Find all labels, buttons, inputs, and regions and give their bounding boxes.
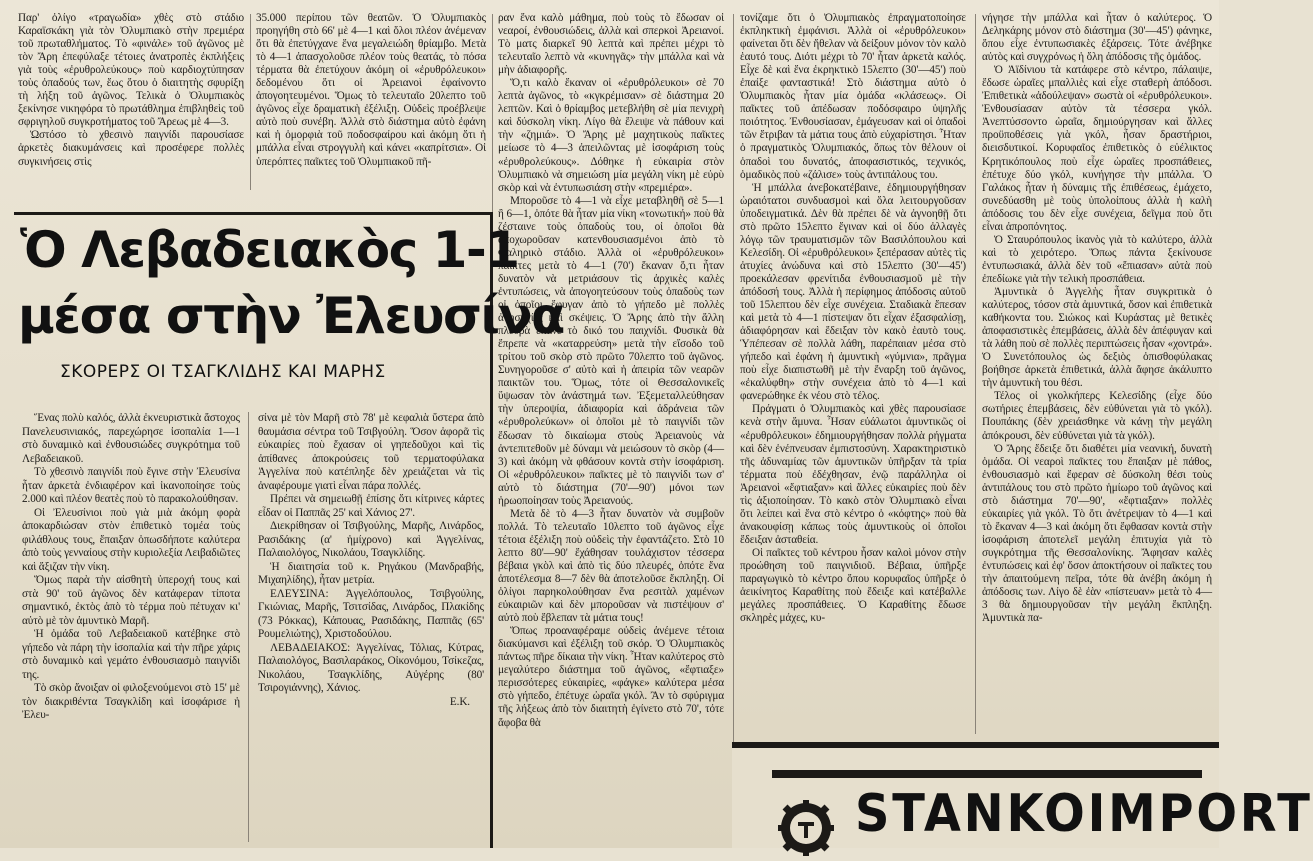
headline-line-1: Ὁ Λεβαδειακὸς 1-1	[20, 221, 519, 279]
lebadeiakos-column-right	[258, 412, 484, 842]
article-column-3	[498, 12, 724, 844]
gear-logo-icon	[778, 800, 834, 856]
paragraph: τονίζαμε ὅτι ὁ Ὀλυμπιακὸς ἐπραγματοποίησε ἐκπληκτικὴ ἐμφάνισι. Ἀλλὰ οἱ «ἐρυθρόλευκοι» φαίνεται ὅτι δὲν ἤθελαν νὰ δείξουν μόνον τὸν καλὸ ἑαυτό τους. Διότι μέχρι τὸ 70' ἦταν ἀρκετὰ καλός. Εἶχε δὲ καὶ ἕνα ἐκρηκτικὸ 15λεπτο (30'—45') ποὺ ἐπαίξε φανταστικά! Στὸ διάστημα αὐτὸ ὁ Ὀλυμπιακὸς ἦταν μία ὁμάδα «κλάσεως». Οἱ παῖκτες τοῦ ἀπέδωσαν ποδόσφαιρο ὑψηλῆς ποιότητος. Ἐνθουσίασαν, ἐμάγευσαν καὶ οἱ ὀπαδοὶ τῶν ἔτριβαν τὰ μάτια τους ἀπὸ εὐχαρίστησι. Ἦταν ὁ πραγματικὸς Ὀλυμπιακός, ὅπως τὸν θέλουν οἱ ὀπαδοὶ του δυνατός, ἀποφασιστικός, τεχνικός, ὁμαδικὸς ποὺ «ζάλισε» τοὺς ἀντιπάλους του.	[740, 12, 966, 181]
paragraph: ΛΕΒΑΔΕΙΑΚΟΣ: Ἀγγελίνας, Τόλιας, Κύτρας, Παλαιολόγος, Βασιλαράκος, Οἰκονόμου, Τσίκεζας, Νικολάου, Τσαγκλίδης, Αὐγέρης (80' Τσιρογιάννης), Χάνιος.	[258, 641, 484, 694]
article-column-5	[982, 12, 1212, 742]
paragraph: Ὁ Ἄρης ἔδειξε ὅτι διαθέτει μία νεανική, δυνατὴ ὁμάδα. Οἱ νεαροὶ παῖκτες του ἔπαιξαν μὲ πάθος, ἐνθουσιασμὸ καὶ ἔφεραν σὲ δύσκολη θέσι τοὺς ἀντιπάλους του στὸ πρῶτο ἡμίωρο τοῦ ἀγῶνος καὶ στὸ διάστημα 70'—90', «ἔφτιαξαν» πολλὲς εὐκαιρίες γιὰ γκόλ. Τὸ ὅτι ἀνέτρεψαν τὸ 4—1 καὶ τὸ ἔκαναν 4—3 καὶ ἀκόμη ὅτι ἔφθασαν κοντὰ στὴν ἰσοφάριση ἀποτελεῖ μεγάλη ἐπιτυχία γιὰ τὸ συγκρότημα τῆς Θεσσαλονίκης. Ἄφησαν καλὲς ἐντυπώσεις καὶ ἐφ' ὅσον ἀποκτήσουν οἱ παῖκτες του τὴν ἀπαιτούμενη πεῖρα, τότε θὰ ἀνέβη ἀκόμη ἡ ἀπόδοσις των. Λίγο δὲ ἐὰν «πίστευαν» μετὰ τὸ 4—3 θὰ δημιουργοῦσαν τὴν μεγάλη ἔκπληξη. Ἀμυντικὰ πα-	[982, 442, 1212, 625]
paragraph: Τὸ σκὸρ ἄνοιξαν οἱ φιλοξενούμενοι στὸ 15' μὲ τὸν διακριθέντα Τσαγκλίδη καὶ ἰσοφάρισε ἡ Ἐλευ-	[22, 682, 240, 721]
paragraph: Οἱ παῖκτες τοῦ κέντρου ἦσαν καλοὶ μόνον στὴν προώθηση τοῦ παιγνιδιοῦ. Βέβαια, ὑπῆρξε παραγωγικὸ τὸ κέντρο ὅπου κορυφαῖος ὑπῆρξε ὁ ἀεικίνητος Καραθίτης ποὺ ἔδειξε καὶ κατέβαλλε μεγάλες προσπάθειες. Ὁ Καραθίτης ἔδωσε σκληρὲς μάχες, κυ-	[740, 546, 966, 625]
column-divider	[248, 412, 249, 842]
paragraph: Τὸ χθεσινὸ παιγνίδι ποὺ ἔγινε στὴν Ἐλευσίνα ἦταν ἀρκετὰ ἐνδιαφέρον καὶ ἱκανοποίησε τοὺς 2.000 καὶ πλέον θεατὲς ποὺ τὸ παρακολούθησαν.	[22, 466, 240, 505]
subheadline: ΣΚΟΡΕΡΣ ΟΙ ΤΣΑΓΚΛΙΔΗΣ ΚΑΙ ΜΑΡΗΣ	[60, 362, 386, 382]
paragraph: Ὅμως παρὰ τὴν αἰσθητὴ ὑπεροχή τους καὶ στὰ 90' τοῦ ἀγῶνος δὲν κατάφεραν τίποτα σημαντικό, ἐκτὸς ἀπὸ τὸ τέρμα ποὺ πέτυχαν κι' αὐτὸ μὲ τὸν ἀμυντικὸ Μαρῆ.	[22, 574, 240, 627]
article-top-column-1	[18, 12, 244, 194]
paragraph: 35.000 περίπου τῶν θεατῶν. Ὁ Ὀλυμπιακὸς προηγήθη στὸ 66' μὲ 4—1 καὶ ὅλοι πλέον ἀνέμεναν ὅτι θὰ ἐπετύγχανε ἕνα μεγαλειώδη θρίαμβο. Μετὰ τὸ 4—1 ἀπασχολοῦσε πλέον τοὺς θεατάς, τὸ πόσα τέρματα θὰ ἐπετύχουν ἀκόμη οἱ «ἐρυθρόλευκοι» δεδομένου ὅτι οἱ Ἀρειανοὶ ἐφαίνοντο ἀπογοητευμένοι. Ὅμως τὸ τελευταῖο 20λεπτο τοῦ ἀγῶνος εἶχε δραματικὴ ἐξέλιξη. Οὐδεὶς προέβλεψε αὐτὸ ποὺ συνέβη. Ἀλλὰ στὸ διάστημα αὐτὸ ἐφάνη καὶ ἡ ὀμορφιὰ τοῦ ποδοσφαίρου καὶ ἀκόμη ὅτι ἡ μπάλλα εἶναι στρογγυλὴ καὶ κάνει «καπρίτσια». Οἱ ὑπερόπτες παῖκτες τοῦ Ὀλυμπιακοῦ πῆ-	[256, 12, 486, 168]
paragraph: Πρέπει νὰ σημειωθῇ ἐπίσης ὅτι κίτρινες κάρτες εἶδαν οἱ Παππᾶς 25' καὶ Χάνιος 27'.	[258, 493, 484, 519]
paragraph: Ὅπως προαναφέραμε οὐδεὶς ἀνέμενε τέτοια διακύμανσι καὶ ἐξέλιξη τοῦ σκόρ. Ὁ Ὀλυμπιακὸς πάντως πῆρε δίκαια τὴν νίκη. Ἦταν καλύτερος στὸ μεγαλύτερο διάστημα τοῦ ἀγῶνος, «ἔφτιαξε» περισσότερες εὐκαιρίες, «φάγκε» καλύτερα μέσα στὸ γήπεδο, ἐπέτυχε ὡραῖα γκόλ. Ἂν τὸ σφύριγμα τῆς λήξεως ἀπὸ τὸν διαιτητὴ ἐγίνετο στὸ 70', τότε ἄφοβα θὰ	[498, 625, 724, 729]
paragraph: Οἱ Ἐλευσίνιοι ποὺ γιὰ μιὰ ἀκόμη φορὰ ἀποκαρδιώσαν στὸν ἐπιθετικὸ τομέα τοὺς φιλάθλους τους, ἔπαιξαν ὁπωσδήποτε καλύτερα ἀπὸ τοὺς γενναίους στὴν κυριολεξία Λειβαδιῶτες καὶ ἄξιζαν τὴν νίκη.	[22, 506, 240, 573]
column-divider	[250, 14, 251, 190]
paragraph: Μετὰ δὲ τὸ 4—3 ἦταν δυνατὸν νὰ συμβοῦν πολλά. Τὸ τελευταῖο 10λεπτο τοῦ ἀγῶνος εἶχε τέτοια ἐξέλιξη ποὺ οὐδεὶς τὴν ἐφαντάζετο. Στὸ 10 λεπτο 80'—90' ἔχάθησαν τουλάχιστον τέσσερα βέβαια γκὸλ καὶ ἀπὸ τὶς δύο πλευρές, ὁπότε ἔνα ἀποτέλεσμα 8—7 δὲν θὰ ἀποτελοῦσε ἔκπληξη. Οἱ ὀλίγοι παρηκολούθησαν ἕνα ρεσιτὰλ χαμένων εὐκαιριῶν καὶ δὲν μποροῦσαν νὰ πιστέψουν σ' αὐτὸ ποὺ ἔβλεπαν τὰ μάτια τους!	[498, 507, 724, 625]
lebadeiakos-column-left	[22, 412, 240, 842]
column-divider	[975, 14, 976, 734]
paragraph: Τέλος οἱ γκολκήπερς Κελεσίδης (εἶχε δύο σωτήριες ἐπεμβάσεις, δὲν εὐθύνεται γιὰ τὸ γκόλ). Πουπάκης (δὲν χρειάσθηκε νὰ κάνῃ τὴν μεγάλη ἀπόκρουσι, δὲν εὐθύνεται γιὰ τὰ γκόλ).	[982, 390, 1212, 442]
paragraph: νήγησε τὴν μπάλλα καὶ ἦταν ὁ καλύτερος. Ὁ Δεληκάρης μόνον στὸ διάστημα (30'—45') φάνηκε, ὅπου εἶχε ἐντυπωσιακὲς ἐξάρσεις. Τότε ἀνέβηκε αὐτὸς καὶ συγχρόνως ἡ ὅλη ἀπόδοσις τῆς ὁμάδος.	[982, 12, 1212, 64]
column-divider	[492, 14, 493, 214]
headline-line-2: μέσα στὴν Ἐλευσίνα	[18, 287, 564, 345]
advertisement-brand: STANKOIMPORT	[855, 784, 1313, 844]
paragraph: Ὁ Σταυρόπουλος ἱκανὸς γιὰ τὸ καλύτερο, ἀλλὰ καὶ τὸ χειρότερο. Ὅπως πάντα ξεκίνουσε ἐντυπωσιακά, ἀλλὰ δὲν τοῦ «ἔπιασαν» αὐτὰ ποὺ ἐπεδίωκε γιὰ τὴν τελικὴ προσπάθεια.	[982, 233, 1212, 285]
paragraph: Ἡ μπάλλα ἀνεβοκατέβαινε, ἐδημιουργήθησαν ὡραιότατοι συνδυασμοὶ καὶ ὅλα λειτουργοῦσαν ὑποδειγματικά. Δὲν θὰ πρέπει δὲ νὰ ἀγνοηθῇ ὅτι στὸ πρῶτο 15λεπτο ἔγιναν καὶ οἱ δύο ἀλλαγὲς λόγῳ τῶν τραυματισμῶν τῶν Βασιλόπουλου καὶ Κελεσίδη. Οἱ «ἐρυθρόλευκοι» ξεπέρασαν αὐτὲς τὶς ἀτυχίες ἀνώδυνα καὶ στὸ 15λεπτο (30'—45') προεκάλεσαν φρενίτιδα ἐνθουσιασμοῦ μὲ τὴν ἀπόδοσή τους. Ἀλλὰ ἡ περίφημος ἀπόδοσις αὐτοῦ τοῦ 15λεπτου δὲν εἶχε συνέχεια. Σταδιακὰ ἔπεσαν καὶ μετὰ τὸ 4—1 πίστεψαν ὅτι εἶχαν ἐξασφαλίσῃ, ἀδιαφόρησαν καὶ ἔδειξαν τὸν κακὸ ἑαυτὸ τους. Ὑπέπεσαν σὲ πολλὰ λάθη, παρέπαιαν μέσα στὸ γήπεδο καὶ ἐφάνη ἡ ἀμυντικὴ «γύμνια», πρᾶγμα ποὺ εἶχε διαπιστωθῆ μὲ τὴν ἔναρξη τοῦ ἀγῶνος, «ἐκαλύφθη» στὴν συνέχεια ἀπὸ τὸ 4—1 καὶ φανερώθηκε ἐκ νέου στὸ τέλος.	[740, 181, 966, 403]
paragraph: Παρ' ὀλίγο «τραγωδία» χθὲς στὸ στάδιο Καραϊσκάκη γιὰ τὸν Ὀλυμπιακὸ στὴν πρεμιέρα τοῦ πρωταθλήματος. Τὸ «φινάλε» τοῦ ἀγῶνος μὲ τὸν Ἄρη ἐπεφύλαξε τέτοιες ἀνατροπὲς ἐκπλήξεις γιὰ τοὺς «ἐρυθρολεύκους» ποὺ καρδιοχτύπησαν τοὺς ὀπαδούς των, ἕως ὅτου ὁ διαιτητὴς σφυρίξη τὴ λήξη τοῦ ἀγῶνος. Τελικὰ ὁ Ὀλυμπιακὸς ξεκίνησε νικηφόρα τὸ πρωτάθλημα ἐπιβληθεὶς τοῦ σφριγηλοῦ συγκροτήματος τοῦ Ἄρεως μὲ 4—3.	[18, 12, 244, 129]
paragraph: Ἕνας πολὺ καλός, ἀλλὰ ἐκνευριστικὰ ἄστοχος Πανελευσινιακός, παρεχώρησε ἰσοπαλία 1—1 στὸ δυναμικὸ καὶ ἐνθουσιώδες συγκρότημα τοῦ Λεβαδειακοῦ.	[22, 412, 240, 465]
paragraph: ΕΛΕΥΣΙΝΑ: Ἀγγελόπουλος, Τσιβγούλης, Γκιώνιας, Μαρῆς, Τσιτσίδας, Λινάρδος, Πλακίδης (73 Ρόκκας), Κάπουας, Ρασιδάκης, Παππᾶς (65' Ρουμελιώτης), Χριστοδούλου.	[258, 587, 484, 640]
paragraph: Ὅ,τι καλὸ ἔκαναν οἱ «ἐρυθρόλευκοι» σὲ 70 λεπτὰ ἀγῶνος, τὸ «κγκρέμισαν» σὲ διάστημα 20 λεπτῶν. Καὶ ὁ θρίαμβος μετεβλήθη σὲ μία πενιχρὴ καὶ δύσκολη νίκη. Λίγο θὰ ἔλειψε νὰ πάθουν καὶ τὴν «ζημιά». Ὁ Ἄρης μὲ μαχητικοὺς παῖκτες μείωσε τὸ 4—3 ἀπειλῶντας μὲ ἰσοφάριση τοὺς «ἐρυθρολεύκους». Δόθηκε ἡ εὐκαιρία στὸν Ὀλυμπιακὸ νὰ σημειώση μία μεγάλη νίκη μὲ εὐρὺ σκὸρ καὶ νὰ ἐντυπωσιάση στὴν «πρεμιέρα».	[498, 77, 724, 194]
paragraph: σίνα μὲ τὸν Μαρῆ στὸ 78' μὲ κεφαλιὰ ὕστερα ἀπὸ θαυμάσια σέντρα τοῦ Τσιβγούλη. Ὅσον ἀφορᾶ τὶς εὐκαιρίες ποὺ ἔχασαν οἱ γηπεδοῦχοι καὶ τὶς ἀπίθανες ἀποκρούσεις τοῦ τερματοφύλακα Ἀγγελίνα ποὺ κατέπληξε δὲν χρειάζεται νὰ τὶς ἀναφέρουμε γιατὶ εἶναι πάρα πολλές.	[258, 412, 484, 492]
ad-rule	[772, 770, 1202, 778]
ad-top-rule	[732, 742, 1219, 748]
paragraph: Ἀμυντικὰ ὁ Ἀγγελὴς ἦταν συγκριτικὰ ὁ καλύτερος, τόσον στὰ ἀμυντικά, ὅσον καὶ ἐπιθετικὰ καθήκοντα του. Σιώκος καὶ Κυράστας μὲ θετικὲς ἀποφασιστικὲς ἐπεμβάσεις, ἀλλὰ δὲν ἀπέφυγαν καὶ τὰ λάθη ποὺ σὲ πολλὲς περιπτώσεις ἦσαν «χοντρά». Ὁ Συνετόπουλος ὡς δεξιὸς ὀπισθοφύλακας βοήθησε ἀρκετὰ ἐπιθετικά, ἀλλὰ ἄφησε ἀκάλυπτο τὴν ἀμυντικὴ του θέσι.	[982, 285, 1212, 390]
column-divider	[733, 14, 734, 834]
paragraph: Ἡ διαιτησία τοῦ κ. Ρηγάκου (Μανδραβής, Μιχαηλίδης), ἦταν μετρία.	[258, 560, 484, 586]
article-top-column-2	[256, 12, 486, 194]
paragraph: Διεκρίθησαν οἱ Τσιβγούλης, Μαρῆς, Λινάρδος, Ρασιδάκης (α' ἡμίχρονο) καὶ Ἀγγελίνας, Παλαιολόγος, Νικολάου, Τσαγκλίδης.	[258, 520, 484, 559]
author-signature: Ε.Κ.	[449, 695, 470, 708]
paragraph: Ἡ ὁμάδα τοῦ Λεβαδειακοῦ κατέβηκε στὸ γήπεδο νὰ πάρη τὴν ἰσοπαλία καὶ τὴν πῆρε χάρις στὸ δυναμικὸ καὶ γεμάτο ἐνθουσιασμὸ παιγνίδι της.	[22, 628, 240, 681]
article-column-4	[740, 12, 966, 742]
paragraph: Ὁ Ἀϊδίνιου τὰ κατάφερε στὸ κέντρο, πάλαιψε, ἔδωσε ὡραῖες μπαλλιὲς καὶ εἶχε σταθερὴ ἀπόδοσι. Ἐπιθετικὰ «ἀδούλεψαν» σωστὰ οἱ «ἐρυθρόλευκοι». Ἐνθουσίασαν αὐτὸν τὰ τέσσερα γκόλ. Ἀνεπτύσσοντο ὡραῖα, δημιούργησαν καὶ ἄλλες προϋποθέσεις γιὰ γκόλ, ἦσαν δραστήριοι, διεισδυτικοί. Κορυφαῖος ἐπιθετικὸς ὁ εὐέλικτος Κρητικόπουλος ποὺ εἶχε ὡραῖες προσπάθειες, ἐπέτυχε δύο γκόλ, κυνήγησε τὴν μπάλλα. Ὁ Γαλάκος ἦταν ἡ δύναμις τῆς ἐπιθέσεως, ἐμάχετο, συνεδύασθη μὲ τοὺς ὑπολοίπους ἀλλὰ ἡ καλὴ ἀπόδοσις του δὲν εἶχε συνέχεια, δεῖγμα ποὺ ὅτι εἶναι ἀπροπόνητος.	[982, 64, 1212, 233]
paragraph: Πράγματι ὁ Ὀλυμπιακὸς καὶ χθὲς παρουσίασε κενὰ στὴν ἄμυνα. Ἦσαν εὐάλωτοι ἀμυντικῶς οἱ «ἐρυθρόλευκοι» ἐδημιουργήθησαν πολλὰ ρήγματα καὶ δὲν ἐνέπνευσαν ἐμπιστοσύνη. Χαρακτηριστικὸ τῆς ἀδυναμίας τῶν ἀμυντικῶν ὑπῆρξαν τὰ τρία τέρματα ποὺ ἐδέχθησαν, ἐνῷ παράλληλα οἱ Ἀρειανοὶ «ἔφτιαξαν» καὶ ἄλλες εὐκαιρίες ποὺ δὲν τὶς ἀξιοποίησαν. Τὸ κακὸ στὸν Ὀλυμπιακὸ εἶναι ὅτι λείπει καὶ ἕνα στὸ κέντρο ὁ «κόφτης» ποὺ θὰ ἀνακουφίσῃ κάπως τοὺς ἀμυντικοὺς οἱ ὁποῖοι ἔδειξαν ἀσταθεία.	[740, 403, 966, 546]
paragraph: ραν ἕνα καλὸ μάθημα, ποὺ τοὺς τὸ ἔδωσαν οἱ νεαροί, ἐνθουσιώδεις, ἀλλὰ καὶ σπερκοὶ Ἀρειανοί. Τὸ ματς διαρκεῖ 90 λεπτὰ καὶ πρέπει μέχρι τὸ τελευταῖο λεπτὸ νὰ «κυνηγᾶς» τὴν μπάλλα καὶ νὰ μὴν ἀδιαφορῆς.	[498, 12, 724, 77]
box-top-rule	[14, 212, 492, 215]
paragraph: Ὡστόσο τὸ χθεσινὸ παιγνίδι παρουσίασε ἀρκετὲς διακυμάνσεις καὶ προσέφερε πολλὲς συγκινήσεις στὶς	[18, 129, 244, 168]
paragraph: Μποροῦσε τὸ 4—1 νὰ εἶχε μεταβληθῆ σὲ 5—1 ἢ 6—1, ὁπότε θὰ ἦταν μία νίκη «τονωτική» ποὺ θὰ ζέσταινε τοὺς ὀπαδοὺς του, οἱ ὁποῖοι θὰ ἀποχωροῦσαν κατενθουσιασμένοι ἀπὸ τὸ Φαληρικὸ στάδιο. Ἀλλὰ οἱ «ἐρυθρόλευκοι» παῖκτες μετὰ τὸ 4—1 (70') ἔκαναν ὅ,τι ἦταν δυνατὸν νὰ μετριάσουν τὶς ἀρχικὲς καλὲς ἐντυπώσεις, νὰ ἀπογοητεύσουν τοὺς ὀπαδοὺς των οἱ ὁποῖοι ἔφυγαν ἀπὸ τὸ γήπεδο μὲ πολλὲς ἀνησυχίες καὶ σκέψεις. Ὁ Ἄρης ἀπὸ τὴν ἄλλη πλευρὰ ἔκανε τὸ δικό του παιχνίδι. Φυσικὰ θὰ ἔπρεπε νὰ «καταρρεύση» μετὰ τὴν εἴσοδο τοῦ τρίτου τοῦ σκὸρ στὸ πρῶτο 70λεπτο τοῦ ἀγῶνος. Συνηγοροῦσε σ' αὐτὸ καὶ ἡ ἀπειρία τῶν νεαρῶν παικτῶν του. Ὅμως, τότε οἱ Θεσσαλονικεῖς ὕψωσαν τὸν ἀνάστημά των. Ἐξεμεταλλεύθησαν τὴν ὑπεροψία, ἀδιαφορία καὶ ἀδράνεια τῶν «ἐρυθρολεύκων» οἱ ὁποῖοι μὲ τὸ παιγνίδι τῶν ἔδωσαν τὸ δικαίωμα στοὺς Ἀρειανοὺς νὰ ἀντεπιτεθοῦν μὲ δύναμι νὰ μειώσουν τὸ σκὸρ (4—3) καὶ ἀκόμη νὰ φθάσουν κοντὰ στὴν ἰσοφάριση. Οἱ «ἐρυθρόλευκοι» παῖκτες μὲ τὸ παιγνίδι των σ' αὐτὸ τὸ διάστημα (70'—90') μόνοι των ἠρωοποίησαν τοὺς Ἀρειανούς.	[498, 194, 724, 507]
